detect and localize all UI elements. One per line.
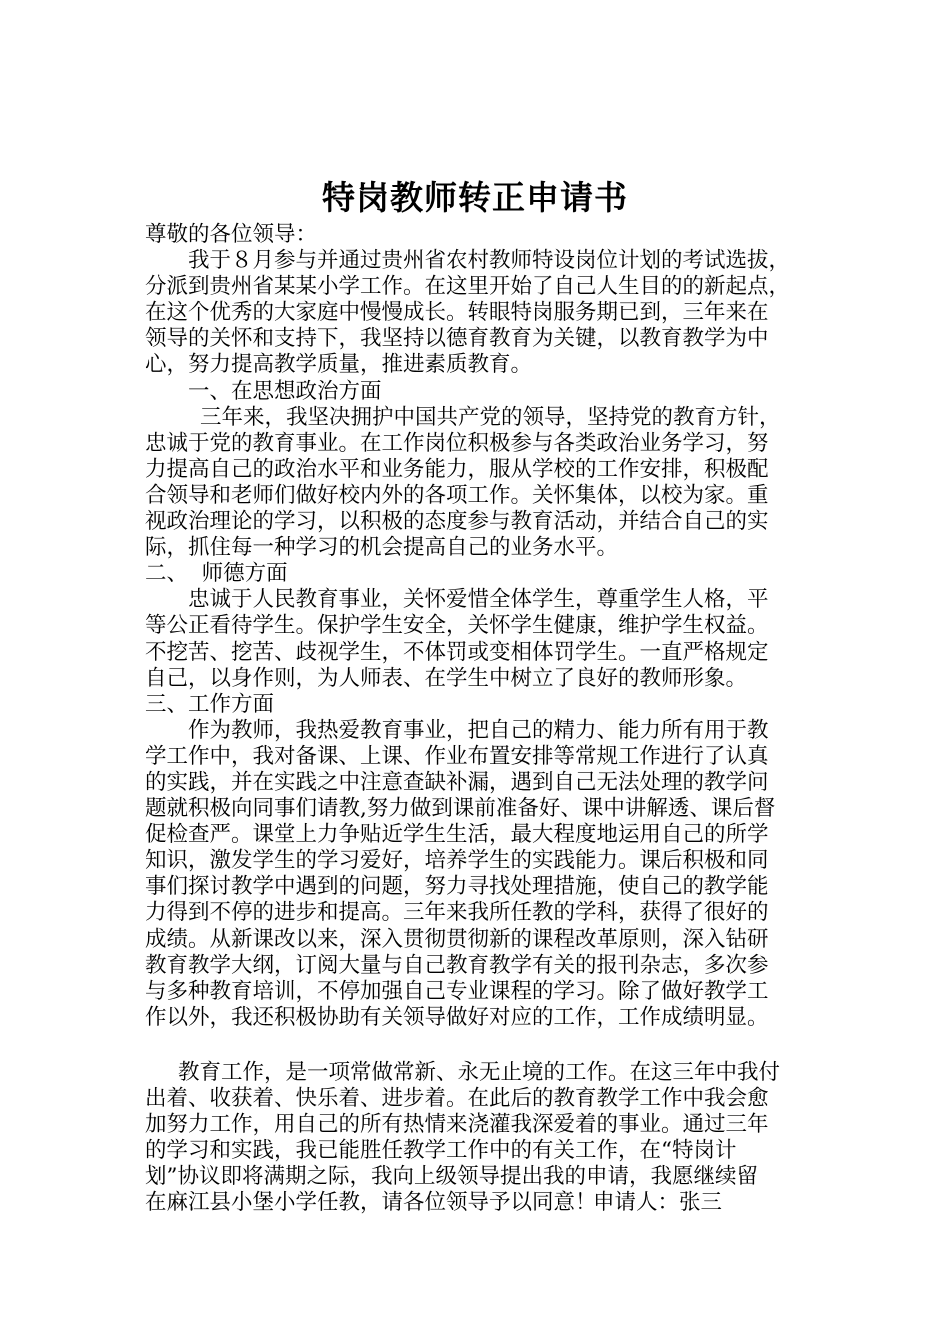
- paragraph-line: 成绩。从新课改以来，深入贯彻贯彻新的课程改革原则，深入钻研: [145, 926, 769, 952]
- paragraph-line: 教育教学大纲，订阅大量与自己教育教学有关的报刊杂志，多次参: [145, 952, 769, 978]
- paragraph-line: 事们探讨教学中遇到的问题，努力寻找处理措施，使自己的教学能: [145, 874, 769, 900]
- paragraph-line: 划”协议即将满期之际，我向上级领导提出我的申请，我愿继续留: [145, 1164, 758, 1190]
- paragraph-line: 视政治理论的学习，以积极的态度参与教育活动，并结合自己的实: [145, 509, 769, 535]
- paragraph-line: 际，抓住每一种学习的机会提高自己的业务水平。: [145, 535, 619, 561]
- paragraph-line: 的学习和实践，我已能胜任教学工作中的有关工作，在“特岗计: [145, 1138, 737, 1164]
- document-body: [145, 222, 810, 1216]
- paragraph-line: 分派到贵州省某某小学工作。在这里开始了自己人生目的的新起点，: [145, 274, 791, 300]
- paragraph-line: 作为教师，我热爱教育事业，把自己的精力、能力所有用于教: [188, 717, 769, 743]
- paragraph-line: 领导的关怀和支持下，我坚持以德育教育为关键，以教育教学为中: [145, 326, 769, 352]
- paragraph-line: 加努力工作，用自己的所有热情来浇灌我深爱着的事业。通过三年: [145, 1112, 769, 1138]
- paragraph-line: 力得到不停的进步和提高。三年来我所任教的学科，获得了很好的: [145, 900, 769, 926]
- paragraph-spacer: [145, 1031, 810, 1060]
- section-heading-politics: 一、在思想政治方面: [188, 378, 382, 404]
- paragraph-line: 忠诚于人民教育事业，关怀爱惜全体学生，尊重学生人格，平: [188, 587, 769, 613]
- section-heading-ethics: 二、 师德方面: [145, 561, 288, 587]
- paragraph-line: 题就积极向同事们请教,努力做到课前准备好、课中讲解透、课后督: [145, 796, 776, 822]
- paragraph-line: 学工作中，我对备课、上课、作业布置安排等常规工作进行了认真: [145, 743, 769, 769]
- paragraph-line: 忠诚于党的教育事业。在工作岗位积极参与各类政治业务学习，努: [145, 430, 769, 456]
- paragraph-line: 在麻江县小堡小学任教，请各位领导予以同意！: [145, 1190, 597, 1216]
- paragraph-line: 心，努力提高教学质量，推进素质教育。: [145, 352, 533, 378]
- paragraph-line: 的实践，并在实践之中注意查缺补漏，遇到自己无法处理的教学问: [145, 769, 769, 795]
- paragraph-line: 在这个优秀的大家庭中慢慢成长。转眼特岗服务期已到，三年来在: [145, 300, 769, 326]
- paragraph-line: 不挖苦、挖苦、歧视学生，不体罚或变相体罚学生。一直严格规定: [145, 639, 769, 665]
- applicant-signature: 申请人：张三: [593, 1190, 723, 1215]
- paragraph-line: 自己，以身作则，为人师表、在学生中树立了良好的教师形象。: [145, 665, 748, 691]
- paragraph-line: 出着、收获着、快乐着、进步着。在此后的教育教学工作中我会愈: [145, 1086, 769, 1111]
- paragraph-line: 合领导和老师们做好校内外的各项工作。关怀集体，以校为家。重: [145, 482, 769, 508]
- paragraph-line: 我于８月参与并通过贵州省农村教师特设岗位计划的考试选拔，: [188, 248, 791, 274]
- paragraph-line: 力提高自己的政治水平和业务能力，服从学校的工作安排，积极配: [145, 456, 769, 482]
- section-heading-work: 三、工作方面: [145, 691, 275, 717]
- salutation: 尊敬的各位领导：: [145, 222, 318, 247]
- paragraph-line: 教育工作，是一项常做常新、永无止境的工作。在这三年中我付: [178, 1059, 781, 1085]
- paragraph-line: 与多种教育培训，不停加强自己专业课程的学习。除了做好教学工: [145, 978, 769, 1004]
- paragraph-line: 三年来，我坚决拥护中国共产党的领导，坚持党的教育方针，: [200, 404, 781, 430]
- paragraph-line: 作以外，我还积极协助有关领导做好对应的工作，工作成绩明显。: [145, 1004, 769, 1030]
- document-title: 特岗教师转正申请书: [322, 178, 628, 217]
- paragraph-line: 等公正看待学生。保护学生安全，关怀学生健康，维护学生权益。: [145, 613, 769, 639]
- paragraph-line: 促检查严。课堂上力争贴近学生生活，最大程度地运用自己的所学: [145, 822, 769, 848]
- paragraph-line: 知识，激发学生的学习爱好，培养学生的实践能力。课后积极和同: [145, 848, 769, 874]
